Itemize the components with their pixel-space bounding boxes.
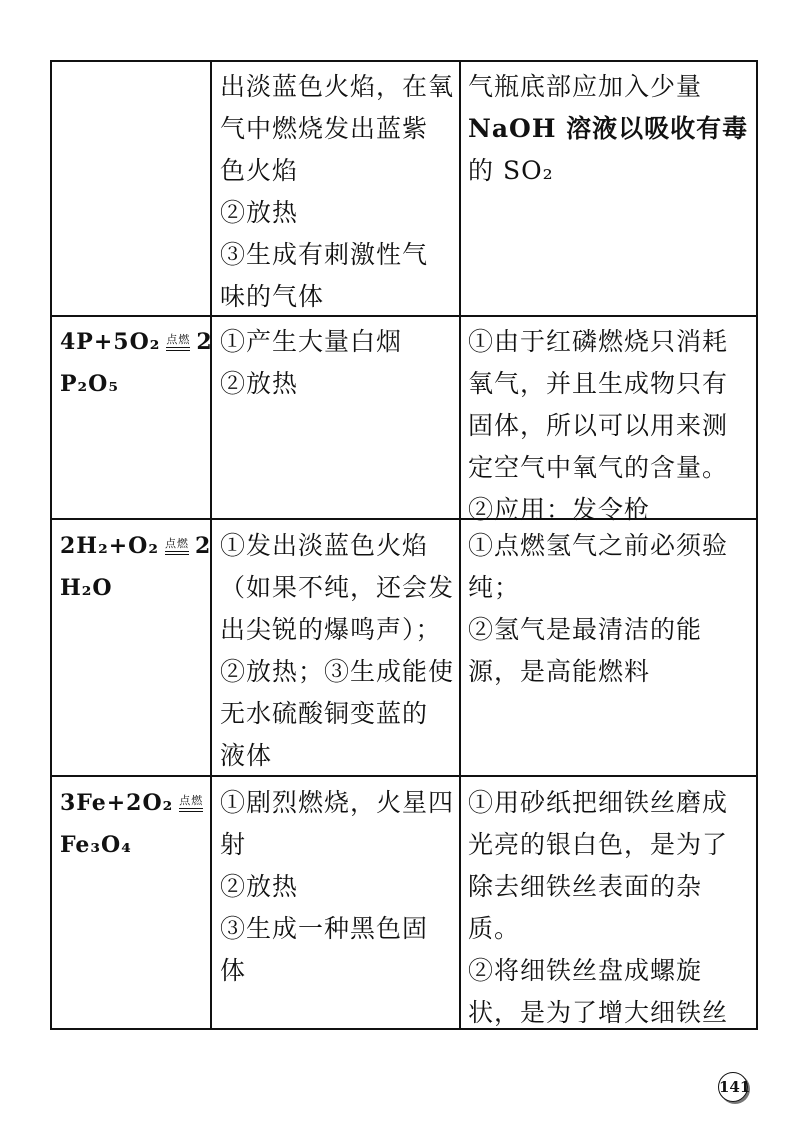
text-line: ①用砂纸把细铁丝磨成 [468,788,729,817]
reaction-condition: 点燃 [179,795,203,812]
notes-cell [468,782,758,1034]
equation-cell [60,525,212,609]
equation-cell [52,62,210,315]
product: Fe₃O₄ [60,832,132,858]
text-line: ②放热 [220,369,299,398]
text-line: 质。 [468,914,521,943]
text-line: 气瓶底部应加入少量 [468,72,703,101]
reaction-condition: 点燃 [166,334,190,351]
reactants: 4P+5O₂ [60,329,161,355]
text-line: 味的气体 [220,282,325,311]
phenomena-cell [220,321,456,405]
text-line: 无水硫酸铜变蓝的 [220,699,429,728]
product: P₂O₅ [60,371,119,397]
text-line: ②放热 [220,872,299,901]
text-line: 固体，所以可以用来测 [468,411,729,440]
notes-cell [468,66,758,192]
notes-cell [468,525,758,693]
reaction-condition: 点燃 [165,538,189,555]
text-line: 光亮的银白色，是为了 [468,830,729,859]
equation-line [60,525,212,567]
text-line: ①发出淡蓝色火焰 [220,531,429,560]
reactants: 2H₂+O₂ [60,533,159,559]
text-line: 氧气，并且生成物只有 [468,369,729,398]
text-line: 射 [220,830,247,859]
equation-cell [60,782,208,866]
text-line: ②将细铁丝盘成螺旋 [468,956,703,985]
notes-cell [468,321,758,531]
text-line: 色火焰 [220,156,299,185]
reactants: 3Fe+2O₂ [60,790,174,816]
phenomena-cell [220,782,456,992]
text-line: 气中燃烧发出蓝紫 [220,114,429,143]
text-line: ①剧烈燃烧，火星四 [220,788,455,817]
column-divider [459,62,461,1028]
text-line: ②氢气是最清洁的能 [468,615,703,644]
text-line: 出尖锐的爆鸣声）； [220,615,442,644]
text-line: 定空气中氧气的含量。 [468,453,729,482]
text-line: ①由于红磷燃烧只消耗 [468,327,729,356]
coefficient: 2 [194,533,212,559]
text-line: 体 [220,956,247,985]
text-line: 液体 [220,741,273,770]
text-line: 出淡蓝色火焰，在氧 [220,72,455,101]
text-line: NaOH 溶液以吸收有毒 [468,114,749,143]
text-line: （如果不纯，还会发 [220,573,455,602]
text-line: ②放热 [220,198,299,227]
text-line: 除去细铁丝表面的杂 [468,872,703,901]
equation-line [60,782,208,824]
text-line: ②应用：发令枪 [468,495,651,524]
text-line: 纯； [468,573,521,602]
text-line: 状，是为了增大细铁丝 [468,998,729,1027]
text-line: 源，是高能燃料 [468,657,651,686]
phenomena-cell [220,66,456,318]
reaction-table [50,60,758,1030]
text-line: 的 SO₂ [468,156,554,185]
equation-cell [60,321,213,405]
text-line: ③生成有刺激性气 [220,240,429,269]
product: H₂O [60,575,113,601]
coefficient: 2 [196,329,213,355]
text-line: ②放热；③生成能使 [220,657,455,686]
phenomena-cell [220,525,456,777]
page-number: 141 [718,1072,748,1102]
text-line: ③生成一种黑色固 [220,914,429,943]
text-line: ①点燃氢气之前必须验 [468,531,729,560]
text-line: ①产生大量白烟 [220,327,403,356]
equation-line [60,321,213,363]
